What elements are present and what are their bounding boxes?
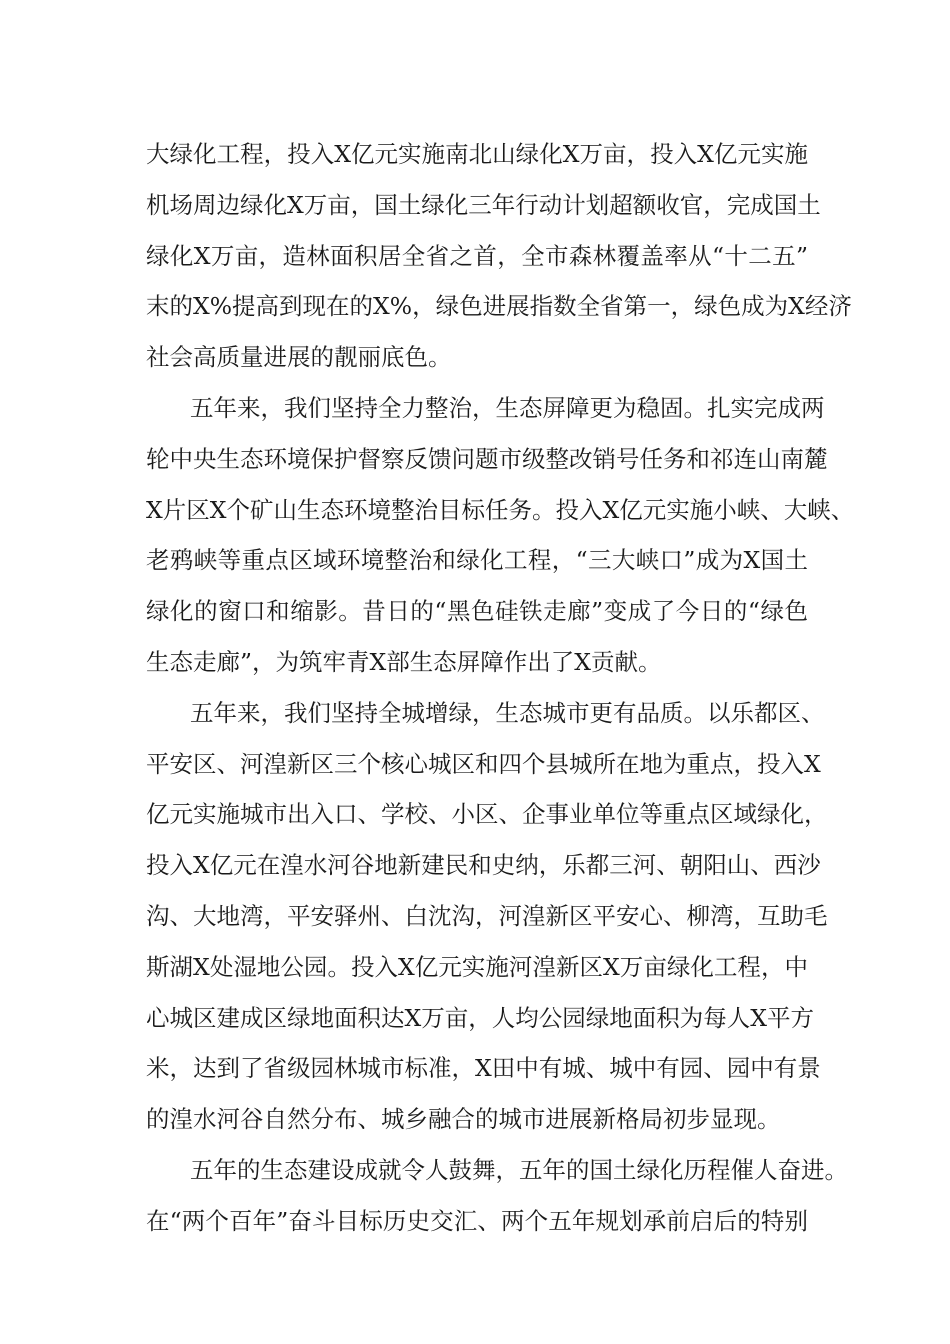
text-line: 末的X%提高到现在的X%，绿色进展指数全省第一，绿色成为X经济 — [146, 292, 852, 321]
paragraph-first-line: 五年的生态建设成就令人鼓舞，五年的国土绿化历程催人奋进。 — [190, 1155, 848, 1184]
text-line: 机场周边绿化X万亩，国土绿化三年行动计划超额收官，完成国土 — [146, 190, 821, 219]
paragraph-end-line: 社会高质量进展的靓丽底色。 — [146, 343, 452, 372]
text-line: X片区X个矿山生态环境整治目标任务。投入X亿元实施小峡、大峡、 — [146, 495, 855, 524]
body-text — [146, 129, 855, 1247]
text-line: 在“两个百年”奋斗目标历史交汇、两个五年规划承前启后的特别 — [146, 1206, 808, 1235]
text-line: 大绿化工程，投入X亿元实施南北山绿化X万亩，投入X亿元实施 — [146, 140, 808, 168]
text-line: 亿元实施城市出入口、学校、小区、企事业单位等重点区域绿化， — [146, 800, 828, 829]
text-line: 沟、大地湾，平安驿州、白沈沟，河湟新区平安心、柳湾，互助毛 — [146, 901, 828, 930]
text-line: 轮中央生态环境保护督察反馈问题市级整改销号任务和祁连山南麓 — [146, 444, 828, 473]
paragraph-end-line: 的湟水河谷自然分布、城乡融合的城市进展新格局初步显现。 — [146, 1105, 781, 1134]
paragraph-first-line: 五年来，我们坚持全力整治，生态屏障更为稳固。扎实完成两 — [190, 393, 825, 422]
paragraph-end-line: 生态走廊”，为筑牢青X部生态屏障作出了X贡献。 — [146, 647, 662, 676]
text-line: 斯湖X处湿地公园。投入X亿元实施河湟新区X万亩绿化工程，中 — [146, 952, 808, 981]
text-line: 绿化X万亩，造林面积居全省之首，全市森林覆盖率从“十二五” — [146, 241, 808, 270]
text-line: 绿化的窗口和缩影。昔日的“黑色硅铁走廊”变成了今日的“绿色 — [146, 597, 808, 626]
text-line: 米，达到了省级园林城市标准，X田中有城、城中有园、园中有景 — [146, 1054, 821, 1083]
text-line: 投入X亿元在湟水河谷地新建民和史纳，乐都三河、朝阳山、西沙 — [146, 851, 821, 880]
text-line: 平安区、河湟新区三个核心城区和四个县城所在地为重点，投入X — [146, 749, 821, 778]
paragraph-first-line: 五年来，我们坚持全城增绿，生态城市更有品质。以乐都区、 — [190, 698, 825, 727]
text-line: 老鸦峡等重点区域环境整治和绿化工程，“三大峡口”成为X国土 — [146, 546, 808, 575]
text-line: 心城区建成区绿地面积达X万亩，人均公园绿地面积为每人X平方 — [146, 1003, 814, 1032]
